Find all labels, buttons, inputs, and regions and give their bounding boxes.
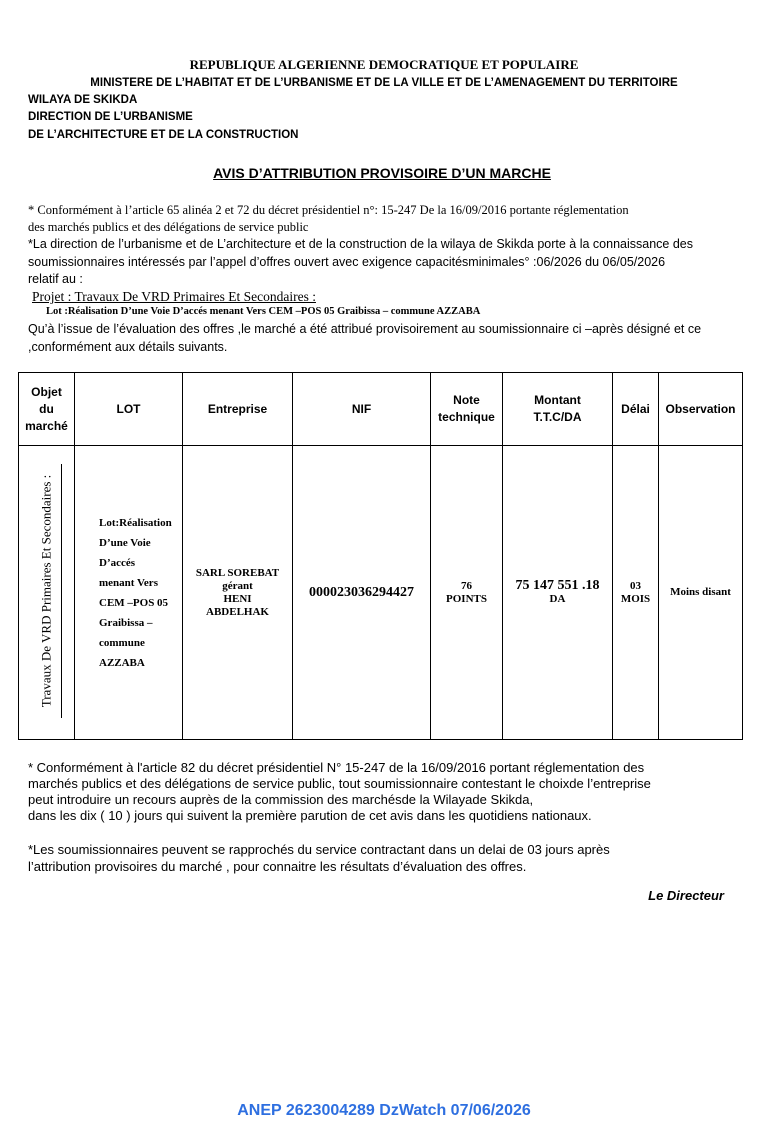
intro-para1-line2: des marchés publics et des délégations de service public	[28, 220, 309, 234]
note-line: 76	[461, 579, 472, 592]
montant-cell	[503, 446, 613, 740]
delai-cell	[613, 446, 659, 740]
delai-line: 03	[630, 579, 641, 592]
footer-para1-line3: peut introduire un recours auprès de la commission des marchésde la Wilayade Skikda,	[28, 792, 534, 807]
entreprise-line: HENI	[223, 592, 252, 605]
lot-line-text: D’une Voie	[99, 536, 151, 549]
header-observation: Observation	[659, 373, 743, 446]
lot-line: Lot :Réalisation D’une Voie D’accés menant Vers CEM –POS 05 Graibissa – commune AZZABA	[46, 306, 481, 317]
lot-cell	[75, 446, 183, 740]
lot-line-text: Lot:Réalisation	[99, 516, 172, 529]
nif-cell: 000023036294427	[293, 446, 431, 740]
delai-line: MOIS	[620, 592, 651, 605]
intro-para2-line3: relatif au :	[28, 272, 83, 286]
montant-value: 75 147 551 .18	[515, 578, 600, 593]
intro-para2-line1: *La direction de l’urbanisme et de L’architecture et de la construction de la wilaya de Skikda porte à la connaissance des	[28, 237, 693, 251]
objet-text: Travaux De VRD Primaires Et Secondaires :	[38, 474, 54, 707]
objet-cell	[19, 446, 75, 740]
header-note	[431, 373, 503, 446]
signature: Le Directeur	[648, 888, 724, 903]
lot-line-text: D’accés	[99, 556, 136, 569]
header-objet-line: Objet	[31, 384, 62, 399]
header-note-line: Note	[453, 393, 480, 407]
footer-para1-line1: * Conformément à l'article 82 du décret présidentiel N° 15-247 de la 16/09/2016 portant réglementation des	[28, 760, 645, 775]
lot-line-text: AZZABA	[99, 656, 145, 669]
direction-line-2: DE L’ARCHITECTURE ET DE LA CONSTRUCTION	[28, 129, 299, 141]
direction-line-1: DIRECTION DE L’URBANISME	[28, 111, 193, 123]
footer-para2-line2: l’attribution provisoires du marché , pour connaitre les résultats d’évaluation des offres.	[28, 859, 527, 874]
footer-para1-line2: marchés publics et des délégations de service public, tout soumissionnaire contestant le choixde l’entreprise	[28, 776, 651, 791]
table-row	[19, 446, 743, 740]
header-note-line: technique	[438, 410, 495, 424]
note-cell	[431, 446, 503, 740]
intro-para2-line2: soumissionnaires intéressés par l’appel d’offres ouvert avec exigence capacitésminimales° :06/2026 du 06/05/2026	[28, 255, 666, 269]
ministry-title: MINISTERE DE L’HABITAT ET DE L’URBANISME ET DE LA VILLE ET DE L’AMENAGEMENT DU TERRITOIRE	[90, 77, 678, 89]
award-table	[18, 372, 743, 740]
header-montant-line: Montant	[534, 393, 581, 407]
entreprise-line: gérant	[222, 579, 253, 592]
footer-para2-line1: *Les soumissionnaires peuvent se rapprochés du service contractant dans un delai de 03 jours après	[28, 842, 610, 857]
anep-reference: ANEP 2623004289 DzWatch 07/06/2026	[237, 1102, 531, 1119]
lot-line-text: CEM –POS 05	[99, 596, 169, 609]
header-delai: Délai	[613, 373, 659, 446]
entreprise-line: SARL SOREBAT	[195, 566, 280, 579]
lot-line-text: Graibissa –	[99, 616, 153, 629]
montant-unit: DA	[549, 593, 566, 605]
lot-line-text: commune	[99, 636, 145, 649]
wilaya-label: WILAYA DE SKIKDA	[28, 94, 138, 106]
entreprise-line: ABDELHAK	[206, 605, 269, 618]
note-line: POINTS	[446, 592, 487, 605]
header-lot: LOT	[75, 373, 183, 446]
table-header-row	[19, 373, 743, 446]
republic-title: REPUBLIQUE ALGERIENNE DEMOCRATIQUE ET POPULAIRE	[189, 57, 579, 72]
header-objet	[19, 373, 75, 446]
objet-box	[31, 464, 62, 718]
header-montant-line: T.T.C/DA	[533, 410, 582, 424]
header-montant	[503, 373, 613, 446]
header-objet-line: marché	[25, 418, 68, 433]
entreprise-cell	[183, 446, 293, 740]
document-title: AVIS D’ATTRIBUTION PROVISOIRE D’UN MARCHE	[213, 165, 551, 181]
projet-line: Projet : Travaux De VRD Primaires Et Secondaires :	[32, 289, 316, 304]
intro-para1-line1: * Conformément à l’article 65 alinéa 2 et 72 du décret présidentiel n°: 15-247 De la 16/09/2016 portante réglementation	[28, 203, 629, 217]
intro-para3-line2: ,conformément aux détails suivants.	[28, 340, 228, 354]
header-nif: NIF	[293, 373, 431, 446]
intro-para3-line1: Qu’à l’issue de l’évaluation des offres ,le marché a été attribué provisoirement au soumissionnaire ci –après désigné et ce	[28, 322, 702, 336]
header-entreprise: Entreprise	[183, 373, 293, 446]
footer-para1-line4: dans les dix ( 10 ) jours qui suivent la première parution de cet avis dans les quotidiens nationaux.	[28, 808, 592, 823]
header-objet-line: du	[39, 401, 54, 416]
observation-cell: Moins disant	[659, 446, 743, 740]
lot-line-text: menant Vers	[99, 576, 158, 589]
